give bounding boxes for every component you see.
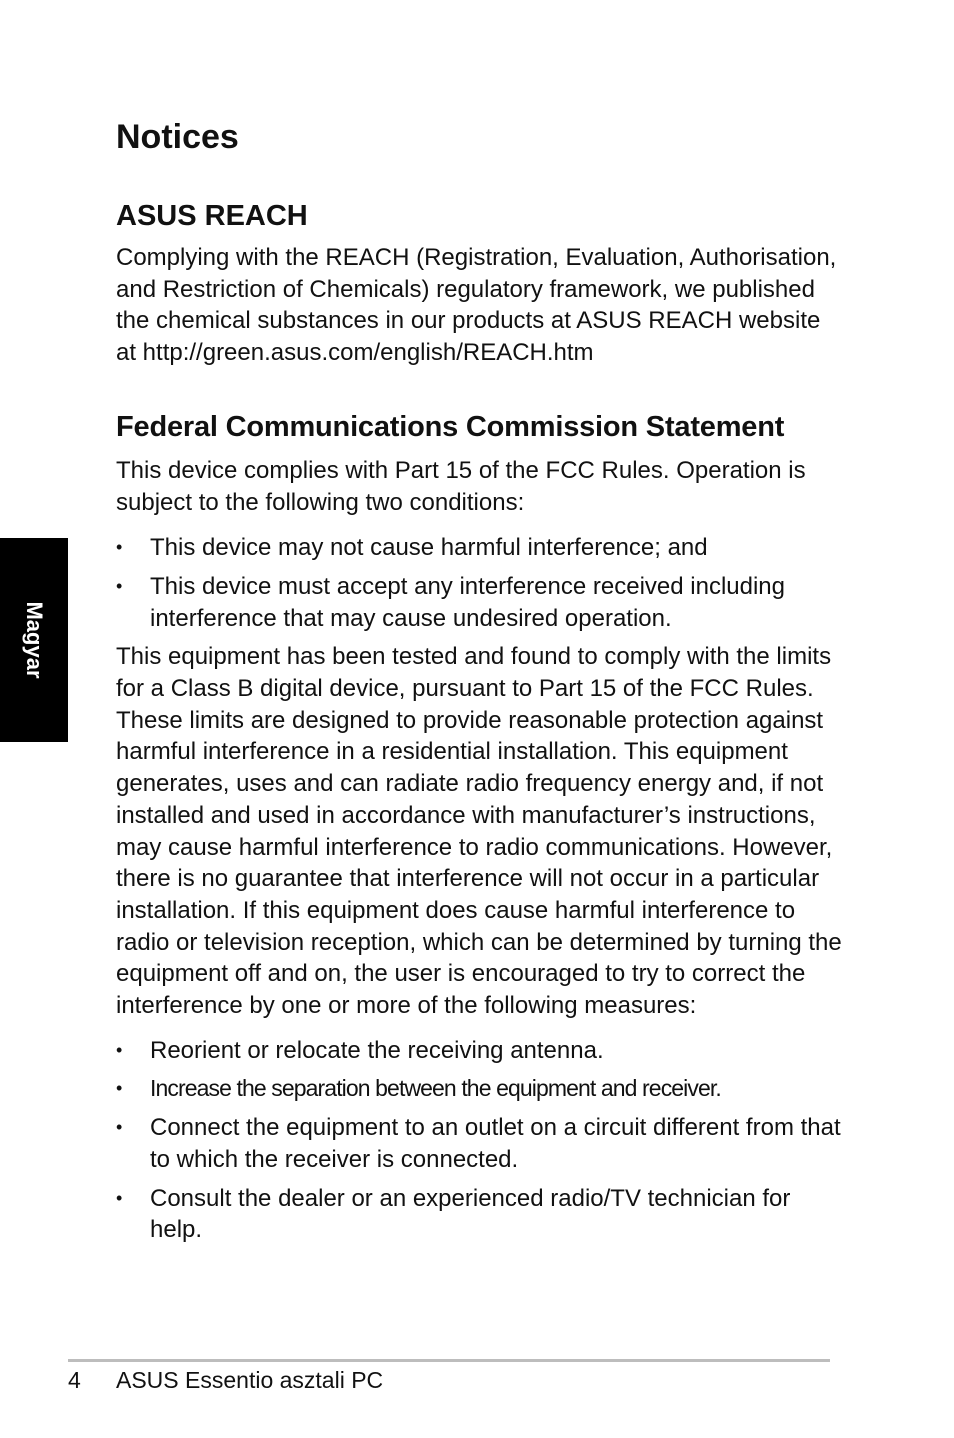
footer-document-title: ASUS Essentio asztali PC bbox=[116, 1367, 384, 1393]
footer-divider bbox=[68, 1359, 830, 1362]
bullet: • bbox=[116, 575, 123, 596]
list-item-text: Connect the equipment to an outlet on a circuit different from that to which the receiver is connected. bbox=[150, 1114, 841, 1173]
list-item bbox=[116, 1073, 846, 1105]
bullet: • bbox=[116, 1078, 122, 1099]
list-item-text: This device must accept any interference received including interference that may cause undesired operation. bbox=[150, 572, 785, 632]
fcc-body-paragraph: This equipment has been tested and found to comply with the limits for a Class B digital device, pursuant to Part 15 of the FCC Rules. These limits are designed to provide reasonable protection against harmful interference in a residential installation. This equipment generates, uses and can radiate radio frequency energy and, if not installed and used in accordance with manufacturer’s instructions, may cause harmful interference to radio communications. However, there is no guarantee that interference will not occur in a particular installation. If this equipment does cause harmful interference to radio or television reception, which can be determined by turning the equipment off and on, the user is encouraged to try to correct the interference by one or more of the following measures: bbox=[116, 643, 842, 1020]
fcc-heading: Federal Communications Commission Statement bbox=[116, 410, 785, 443]
list-item bbox=[116, 532, 846, 564]
list-item-text: Increase the separation between the equipment and receiver. bbox=[150, 1075, 721, 1102]
list-item bbox=[116, 1035, 846, 1067]
list-item-text: Consult the dealer or an experienced radio/TV technician for help. bbox=[150, 1184, 791, 1244]
bullet: • bbox=[116, 1039, 123, 1060]
list-item-text: Reorient or relocate the receiving antenna. bbox=[150, 1036, 604, 1064]
bullet: • bbox=[116, 1187, 123, 1208]
language-tab-label: Magyar bbox=[22, 601, 47, 679]
fcc-measures-list bbox=[116, 1035, 846, 1246]
page-title: Notices bbox=[116, 118, 239, 156]
page-content bbox=[116, 110, 846, 1253]
footer-page-number: 4 bbox=[68, 1367, 81, 1393]
fcc-conditions-list bbox=[116, 532, 846, 634]
fcc-intro-paragraph: This device complies with Part 15 of the FCC Rules. Operation is subject to the following two conditions: bbox=[116, 456, 806, 516]
bullet: • bbox=[116, 1117, 123, 1138]
bullet: • bbox=[116, 537, 123, 558]
reach-heading: ASUS REACH bbox=[116, 200, 308, 232]
list-item bbox=[116, 1183, 846, 1246]
list-item bbox=[116, 571, 846, 634]
language-side-tab bbox=[0, 538, 68, 742]
list-item-text: This device may not cause harmful interference; and bbox=[150, 534, 708, 562]
list-item bbox=[116, 1112, 846, 1175]
reach-paragraph: Complying with the REACH (Registration, Evaluation, Authorisation, and Restriction of Chemicals) regulatory framework, we published the chemical substances in our products at ASUS REACH website at http://green.asus.com/english/REACH.htm bbox=[116, 244, 837, 367]
